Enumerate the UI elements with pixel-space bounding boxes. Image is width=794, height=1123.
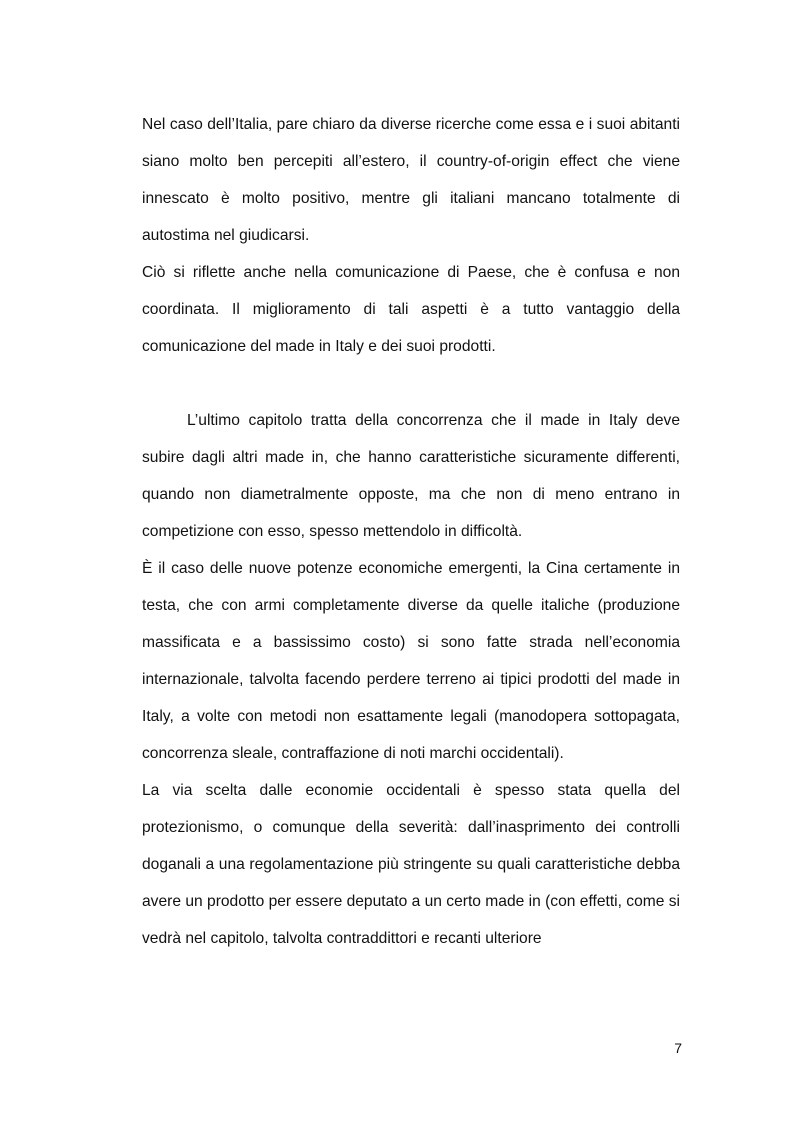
body-text (142, 106, 680, 957)
paragraph-last-chapter: L’ultimo capitolo tratta della concorrenza che il made in Italy deve subire dagli altri made in, che hanno caratteristiche sicuramente differenti, quando non diametralmente opposte, ma che non di meno entrano in competizione con esso, spesso mettendolo in difficoltà. (142, 412, 680, 540)
paragraph-spacer (142, 365, 680, 402)
paragraph-emerging-economies: È il caso delle nuove potenze economiche emergenti, la Cina certamente in testa, che con armi completamente diverse da quelle italiche (produzione massificata e a bassissimo costo) si sono fatte strada nell’economia internazionale, talvolta facendo perdere terreno ai tipici prodotti del made in Italy, a volte con metodi non esattamente legali (manodopera sottopagata, concorrenza sleale, contraffazione di noti marchi occidentali). (142, 560, 680, 762)
paragraph-country-communication: Ciò si riflette anche nella comunicazione di Paese, che è confusa e non coordinata. Il miglioramento di tali aspetti è a tutto vantaggio della comunicazione del made in Italy e dei suoi prodotti. (142, 264, 680, 355)
page-number: 7 (674, 1040, 682, 1056)
paragraph-protectionism: La via scelta dalle economie occidentali è spesso stata quella del protezionismo, o comunque della severità: dall’inasprimento dei controlli doganali a una regolamentazione più stringente su quali caratteristiche debba avere un prodotto per essere deputato a un certo made in (con effetti, come si vedrà nel capitolo, talvolta contraddittori e recanti ulteriore (142, 782, 681, 947)
paragraph-italy-perception: Nel caso dell’Italia, pare chiaro da diverse ricerche come essa e i suoi abitanti siano molto ben percepiti all’estero, il country-of-origin effect che viene innescato è molto positivo, mentre gli italiani mancano totalmente di autostima nel giudicarsi. (142, 116, 680, 244)
